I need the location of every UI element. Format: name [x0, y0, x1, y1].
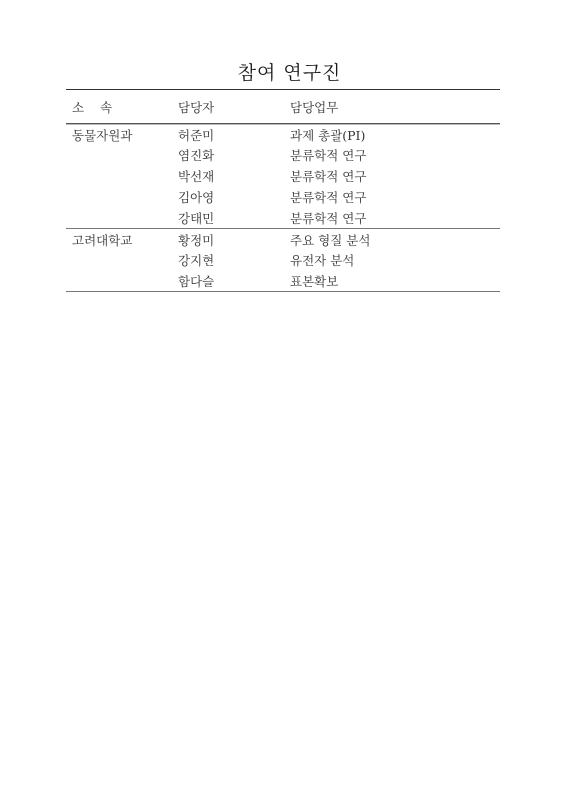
cell-person: 김아영 [178, 190, 215, 205]
table-row [66, 271, 500, 292]
table-row [66, 250, 500, 271]
cell-duty: 분류학적 연구 [290, 169, 367, 184]
cell-affiliation [66, 208, 178, 229]
table-row [66, 145, 500, 166]
cell-affiliation [66, 271, 178, 292]
header-row [66, 90, 500, 124]
cell-person: 강태민 [178, 208, 290, 229]
cell-person: 함다슬 [178, 271, 290, 292]
cell-affiliation: 고려대학교 [72, 233, 133, 249]
cell-affiliation [66, 145, 178, 166]
cell-affiliation: 동물자원과 [72, 128, 133, 144]
cell-duty: 유전자 분석 [290, 253, 355, 268]
cell-duty: 분류학적 연구 [290, 208, 500, 229]
cell-affiliation [66, 250, 178, 271]
cell-affiliation [66, 187, 178, 208]
cell-affiliation [66, 166, 178, 187]
cell-duty: 분류학적 연구 [290, 148, 367, 163]
page-title: 참여 연구진 [237, 62, 342, 84]
table-row [66, 124, 500, 145]
cell-person: 박선재 [178, 169, 215, 184]
cell-person: 강지현 [178, 253, 215, 268]
table-row [66, 208, 500, 229]
table-row [66, 187, 500, 208]
cell-person: 황정미 [178, 233, 215, 249]
table-row [66, 166, 500, 187]
table-row [66, 229, 500, 250]
cell-duty: 과제 총괄(PI) [290, 128, 366, 144]
header-affiliation: 소 속 [66, 90, 178, 124]
table-header [66, 90, 500, 124]
header-person: 담당자 [178, 90, 290, 124]
header-duty: 담당업무 [290, 90, 500, 124]
cell-duty: 분류학적 연구 [290, 190, 367, 205]
cell-person: 염진화 [178, 148, 215, 163]
cell-duty: 주요 형질 분석 [290, 233, 371, 249]
cell-duty: 표본확보 [290, 271, 500, 292]
cell-person: 허준미 [178, 128, 215, 144]
researcher-table [66, 89, 500, 292]
table-body [66, 124, 500, 292]
